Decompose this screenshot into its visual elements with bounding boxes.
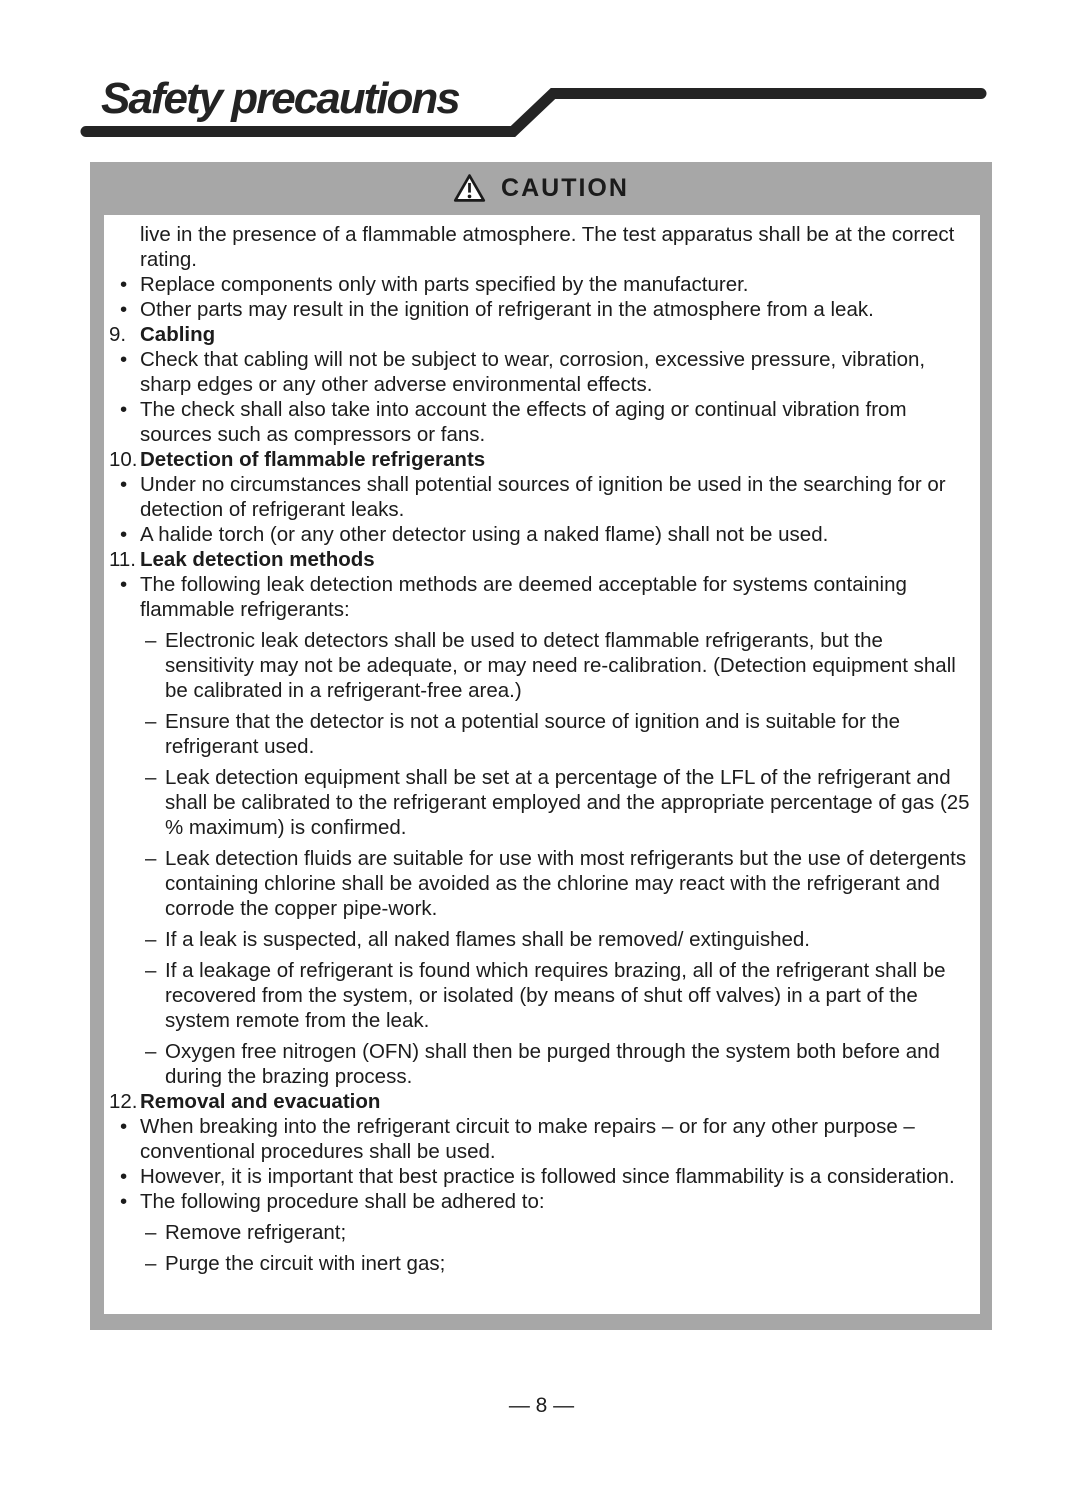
list-item <box>107 397 972 447</box>
bullet-marker: • <box>120 398 128 421</box>
warning-triangle-icon <box>453 173 486 203</box>
list-item-text: A halide torch (or any other detector using a naked flame) shall not be used. <box>140 523 829 546</box>
dash-marker: – <box>145 959 157 982</box>
list-item <box>107 472 972 522</box>
list-item-text: Detection of flammable refrigerants <box>140 448 486 471</box>
list-item <box>107 1220 972 1245</box>
list-item-text: If a leakage of refrigerant is found which requires brazing, all of the refrigerant shall be recovered from the system, or isolated (by means of shut off valves) in a part of the system remote from the leak. <box>165 959 946 1032</box>
list-item <box>107 1251 972 1276</box>
dash-marker: – <box>145 766 157 789</box>
bullet-marker: • <box>120 348 128 371</box>
list-item <box>107 958 972 1033</box>
dash-marker: – <box>145 710 157 733</box>
list-item <box>107 447 972 472</box>
list-item-text: The check shall also take into account the effects of aging or continual vibration from sources such as compressors or fans. <box>140 398 907 446</box>
list-item-text: Ensure that the detector is not a potential source of ignition and is suitable for the refrigerant used. <box>165 710 901 758</box>
list-item-text: Replace components only with parts specified by the manufacturer. <box>140 273 749 296</box>
list-item <box>107 846 972 921</box>
dash-marker: – <box>145 1252 157 1275</box>
list-item-text: Cabling <box>140 323 216 346</box>
dash-marker: – <box>145 629 157 652</box>
dash-marker: – <box>145 928 157 951</box>
caution-list <box>107 222 972 1276</box>
caution-heading: CAUTION <box>501 174 629 202</box>
bullet-marker: • <box>120 1190 128 1213</box>
list-item-text: Check that cabling will not be subject to wear, corrosion, excessive pressure, vibration, sharp edges or any other adverse environmental effects. <box>140 348 926 396</box>
list-item <box>107 1189 972 1214</box>
list-item <box>107 572 972 622</box>
bullet-marker: • <box>120 1165 128 1188</box>
page-title: Safety precautions <box>101 74 459 123</box>
caution-header <box>90 162 992 215</box>
number-marker: 9. <box>109 323 127 346</box>
list-item <box>107 547 972 572</box>
list-item <box>107 1089 972 1114</box>
caution-box <box>90 162 992 1330</box>
bullet-marker: • <box>120 573 128 596</box>
list-item <box>107 765 972 840</box>
dash-marker: – <box>145 1040 157 1063</box>
list-item <box>107 297 972 322</box>
list-item-text: The following procedure shall be adhered to: <box>140 1190 545 1213</box>
list-item-text: Purge the circuit with inert gas; <box>165 1252 446 1275</box>
page-number: — 8 — <box>508 1394 575 1417</box>
list-item <box>107 709 972 759</box>
list-item-text: Remove refrigerant; <box>165 1221 347 1244</box>
list-item-text: If a leak is suspected, all naked flames shall be removed/ extinguished. <box>165 928 810 951</box>
list-item-text: However, it is important that best practice is followed since flammability is a consideration. <box>140 1165 955 1188</box>
list-item-text: Oxygen free nitrogen (OFN) shall then be purged through the system both before and during the brazing process. <box>165 1040 940 1088</box>
list-item-text: Electronic leak detectors shall be used to detect flammable refrigerants, but the sensitivity may not be adequate, or may need re-calibration. (Detection equipment shall be calibrated in a refrigerant-free area.) <box>165 629 956 702</box>
list-item-text: When breaking into the refrigerant circuit to make repairs – or for any other purpose – conventional procedures shall be used. <box>140 1115 915 1163</box>
list-item <box>107 1039 972 1089</box>
list-item <box>107 927 972 952</box>
list-item-text: The following leak detection methods are deemed acceptable for systems containing flammable refrigerants: <box>140 573 907 621</box>
list-item <box>107 322 972 347</box>
bullet-marker: • <box>120 298 128 321</box>
bullet-marker: • <box>120 1115 128 1138</box>
list-item <box>107 522 972 547</box>
list-item-text: live in the presence of a flammable atmosphere. The test apparatus shall be at the correct rating. <box>140 223 955 271</box>
caution-content <box>104 215 980 1314</box>
number-marker: 12. <box>109 1090 138 1113</box>
list-item-text: Under no circumstances shall potential sources of ignition be used in the searching for or detection of refrigerant leaks. <box>140 473 946 521</box>
list-item-text: Leak detection equipment shall be set at a percentage of the LFL of the refrigerant and shall be calibrated to the refrigerant employed and the appropriate percentage of gas (25 % maximum) is confirmed. <box>165 766 970 839</box>
number-marker: 10. <box>109 448 138 471</box>
list-item-text: Removal and evacuation <box>140 1090 381 1113</box>
bullet-marker: • <box>120 473 128 496</box>
dash-marker: – <box>145 1221 157 1244</box>
dash-marker: – <box>145 847 157 870</box>
list-item-text: Leak detection fluids are suitable for use with most refrigerants but the use of detergents containing chlorine shall be avoided as the chlorine may react with the refrigerant and corrode the copper pipe-work. <box>165 847 967 920</box>
number-marker: 11. <box>109 548 136 571</box>
list-item <box>107 272 972 297</box>
list-item <box>107 347 972 397</box>
list-item <box>107 222 972 272</box>
list-item <box>107 628 972 703</box>
bullet-marker: • <box>120 273 128 296</box>
list-item-text: Leak detection methods <box>140 548 375 571</box>
bullet-marker: • <box>120 523 128 546</box>
list-item-text: Other parts may result in the ignition of refrigerant in the atmosphere from a leak. <box>140 298 874 321</box>
list-item <box>107 1114 972 1164</box>
list-item <box>107 1164 972 1189</box>
